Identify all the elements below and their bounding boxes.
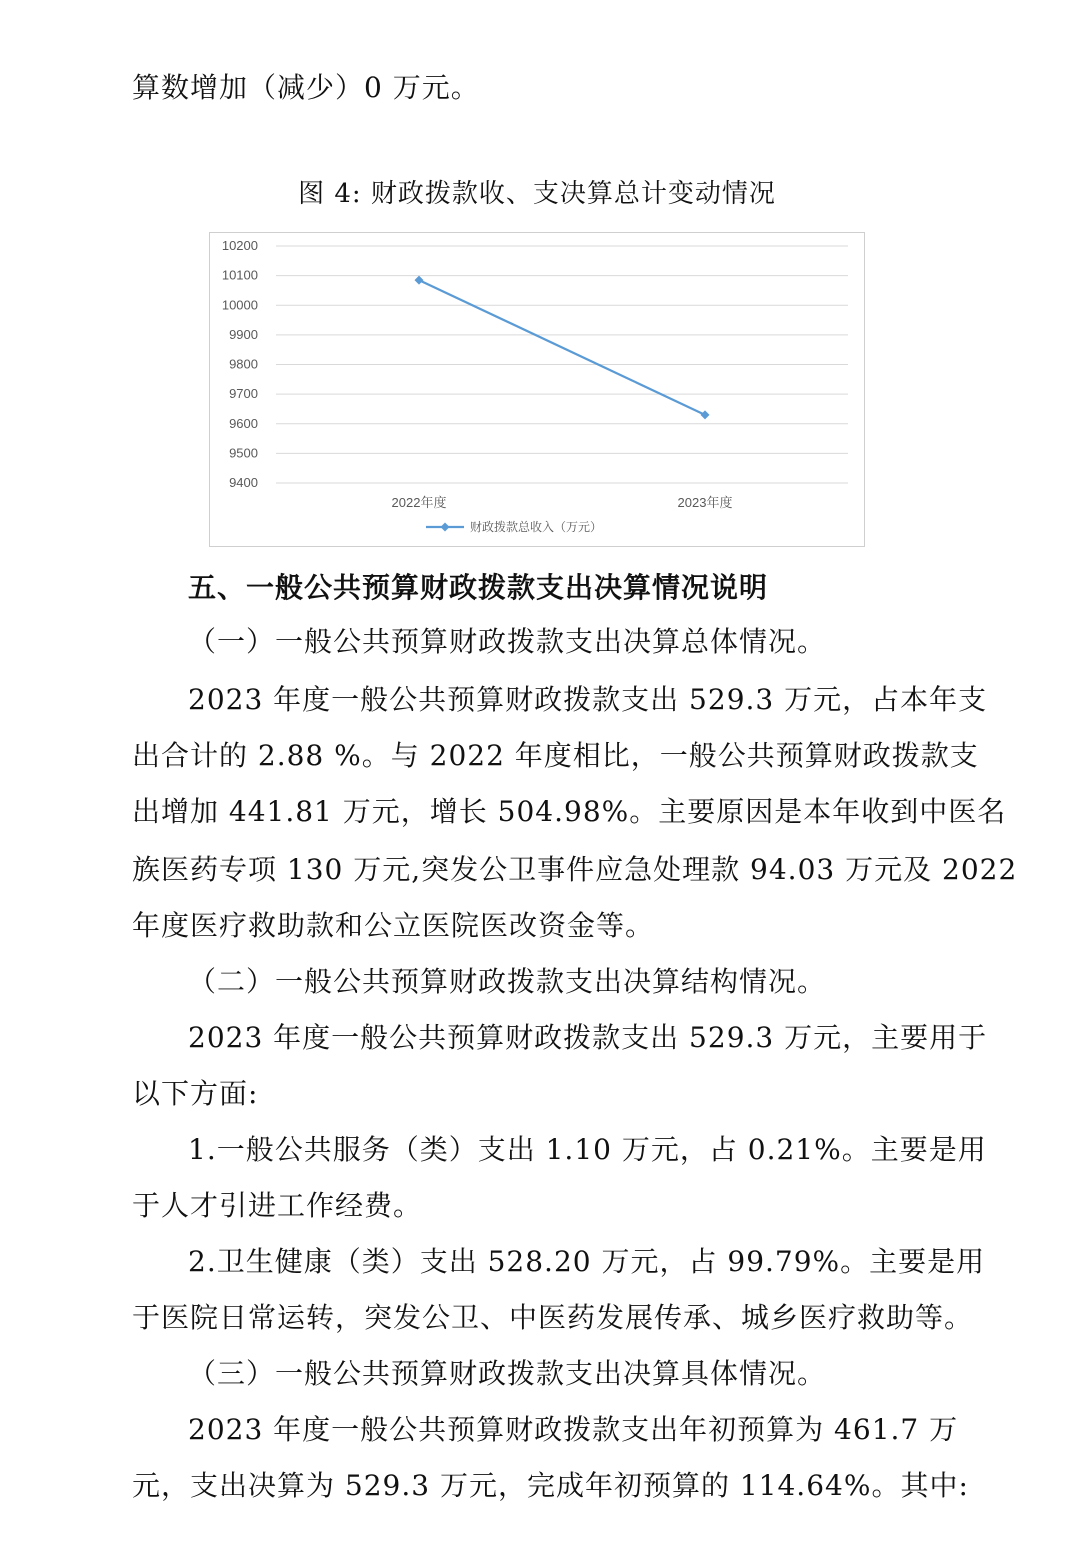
paragraph-line: 2023 年度一般公共预算财政拨款支出 529.3 万元，主要用于 (188, 1021, 988, 1054)
paragraph-line: 族医药专项 130 万元,突发公卫事件应急处理款 94.03 万元及 2022 (132, 853, 1018, 886)
legend-marker (441, 523, 450, 532)
paragraph-line: 年度医疗救助款和公立医院医改资金等。 (132, 909, 655, 942)
y-tick-label: 9900 (229, 326, 258, 342)
data-point (415, 276, 424, 285)
series-line (419, 280, 705, 415)
y-tick-label: 9500 (229, 445, 258, 461)
y-tick-label: 10100 (221, 267, 258, 283)
figure-caption: 图 4: 财政拨款收、支决算总计变动情况 (298, 179, 776, 209)
paragraph-line: 于人才引进工作经费。 (132, 1189, 423, 1222)
line-chart (209, 232, 865, 547)
subsection-heading: （一）一般公共预算财政拨款支出决算总体情况。 (188, 625, 827, 658)
y-tick-label: 9600 (229, 415, 258, 431)
paragraph-line: 1.一般公共服务（类）支出 1.10 万元，占 0.21%。主要是用 (188, 1133, 987, 1166)
data-point (701, 410, 710, 419)
paragraph-line: 2.卫生健康（类）支出 528.20 万元，占 99.79%。主要是用 (188, 1245, 986, 1278)
x-tick-label: 2022年度 (391, 495, 447, 510)
subsection-heading: （二）一般公共预算财政拨款支出决算结构情况。 (188, 965, 827, 998)
y-tick-label: 10200 (221, 238, 258, 253)
legend-label: 财政拨款总收入（万元） (470, 520, 603, 534)
paragraph-line: 于医院日常运转，突发公卫、中医药发展传承、城乡医疗救助等。 (132, 1301, 974, 1334)
paragraph-line: 2023 年度一般公共预算财政拨款支出年初预算为 461.7 万 (188, 1413, 959, 1446)
paragraph-line: 算数增加（减少）0 万元。 (132, 71, 480, 104)
paragraph-line: 以下方面: (132, 1077, 259, 1110)
section-heading: 五、一般公共预算财政拨款支出决算情况说明 (188, 571, 769, 604)
y-tick-label: 10000 (221, 297, 258, 313)
chart-svg (210, 233, 866, 548)
subsection-heading: （三）一般公共预算财政拨款支出决算具体情况。 (188, 1357, 827, 1390)
x-tick-label: 2023年度 (677, 495, 733, 510)
paragraph-line: 出增加 441.81 万元，增长 504.98%。主要原因是本年收到中医名 (132, 795, 1007, 828)
paragraph-line: 出合计的 2.88 %。与 2022 年度相比，一般公共预算财政拨款支 (132, 739, 979, 772)
y-tick-label: 9700 (229, 386, 258, 402)
y-tick-label: 9800 (229, 356, 258, 372)
paragraph-line: 2023 年度一般公共预算财政拨款支出 529.3 万元，占本年支 (188, 683, 988, 716)
paragraph-line: 元，支出决算为 529.3 万元，完成年初预算的 114.64%。其中: (132, 1469, 969, 1502)
y-tick-label: 9400 (229, 475, 258, 490)
